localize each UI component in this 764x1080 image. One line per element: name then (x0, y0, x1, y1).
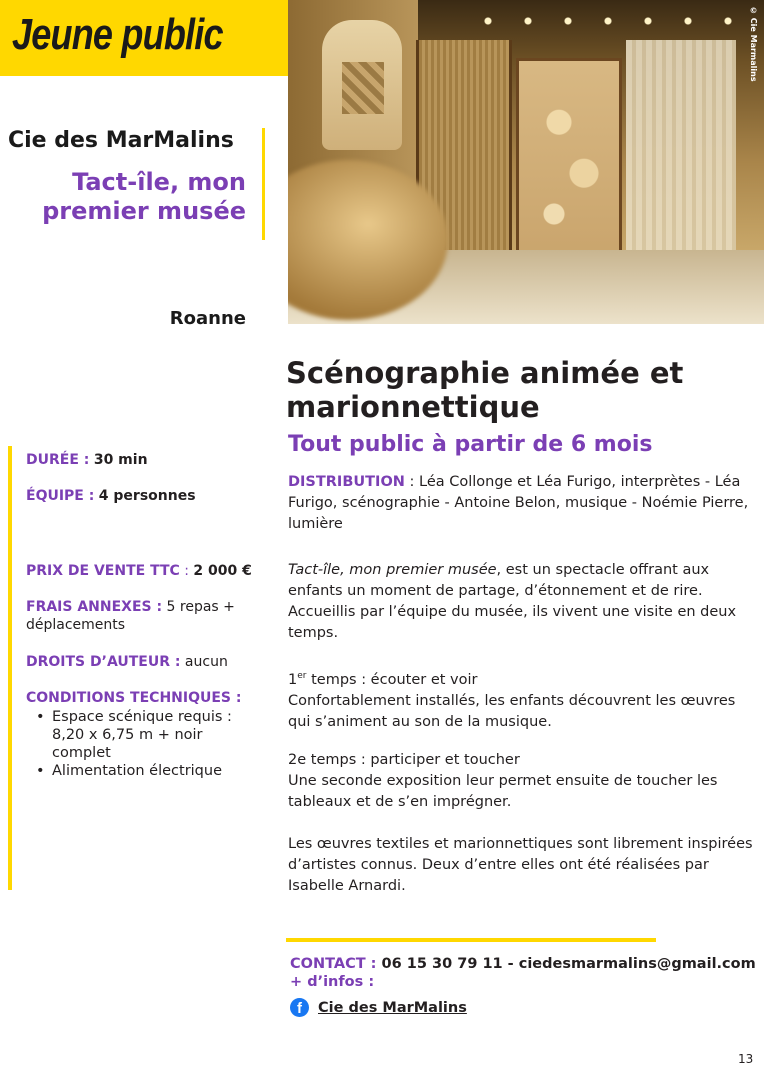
photo-curtain (626, 40, 736, 270)
info-conditions (26, 689, 241, 707)
intro-text: , est un spectacle offrant aux enfants un moment de partage, d’étonnement et de rire. Accueillis par l’équipe du musée, ils vivent une visite en deux temps. (288, 562, 737, 641)
duree-value: 30 min (93, 452, 148, 468)
info-droits (26, 653, 228, 671)
prix-separator: : (179, 563, 189, 579)
distribution-text: : Léa Collonge et Léa Furigo, interprètes - Léa Furigo, scénographie - Antoine Belon, musique - Noémie Pierre, lumière (288, 474, 749, 532)
droits-label: DROITS D’AUTEUR : (26, 654, 181, 670)
show-title-line-2: premier musée (42, 197, 246, 225)
frais-value: 5 repas + déplacements (26, 599, 235, 633)
distribution (288, 472, 756, 535)
show-title-line-1: Tact-île, mon (72, 168, 246, 196)
photo-lights (468, 6, 738, 36)
time-1-number: 1 (288, 671, 298, 688)
equipe-value: 4 personnes (98, 488, 196, 504)
show-photo (288, 0, 764, 324)
facebook-link-row[interactable] (290, 998, 467, 1017)
contact-label: CONTACT : (290, 956, 377, 972)
main-title-line-1: Scénographie animée et (286, 356, 684, 390)
prix-label: PRIX DE VENTE TTC (26, 563, 180, 579)
time-1-text: Confortablement installés, les enfants découvrent les œuvres qui s’animent au son de la musique. (288, 692, 736, 730)
facebook-link[interactable]: Cie des MarMalins (318, 999, 467, 1016)
time-1-sup: er (297, 671, 307, 681)
more-info-label: + d’infos : (290, 974, 375, 990)
info-frais (26, 598, 262, 634)
equipe-label: ÉQUIPE : (26, 488, 95, 504)
banner-label: Jeune public (12, 10, 223, 59)
droits-value: aucun (184, 654, 228, 670)
time-2 (288, 750, 758, 813)
show-title (6, 168, 246, 226)
closing-paragraph: Les œuvres textiles et marionnettiques sont librement inspirées d’artistes connus. Deux d’entre elles ont été réalisées par Isabelle Arnardi. (288, 836, 753, 894)
accent-bar-left (8, 446, 12, 890)
info-duree (26, 451, 148, 469)
info-prix (26, 562, 252, 580)
contact-line (290, 954, 756, 974)
page-number: 13 (738, 1052, 754, 1066)
time-2-text: Une seconde exposition leur permet ensuite de toucher les tableaux et de s’en imprégner. (288, 773, 718, 810)
prix-value: 2 000 € (193, 563, 252, 579)
distribution-label: DISTRIBUTION (288, 474, 405, 490)
main-title-line-2: marionnettique (286, 390, 540, 424)
header-banner (0, 0, 288, 76)
time-1-title: temps : écouter et voir (306, 671, 478, 688)
list-item: • Espace scénique requis : 8,20 x 6,75 m + noir complet (32, 708, 262, 762)
time-2-heading: 2e temps : participer et toucher (288, 752, 520, 768)
accent-bar-contact (286, 938, 656, 942)
photo-puppet-patch (342, 62, 384, 114)
conditions-label: CONDITIONS TECHNIQUES : (26, 690, 242, 706)
photo-panel-flowers (516, 58, 622, 268)
accent-bar-top (262, 128, 265, 240)
city: Roanne (169, 308, 246, 329)
frais-label: FRAIS ANNEXES : (26, 599, 163, 615)
time-1-heading (288, 666, 758, 691)
intro-show-title: Tact-île, mon premier musée (288, 562, 497, 578)
company-name: Cie des MarMalins (8, 128, 234, 153)
contact-value[interactable]: 06 15 30 79 11 - ciedesmarmalins@gmail.com (381, 956, 756, 972)
facebook-icon[interactable]: f (290, 998, 309, 1017)
audience: Tout public à partir de 6 mois (288, 432, 653, 457)
list-item: • Alimentation électrique (32, 762, 262, 780)
intro-paragraph (288, 560, 758, 644)
main-title (286, 356, 683, 424)
conditions-list (32, 708, 262, 780)
photo-credit: © Cie Marmalins (749, 6, 758, 82)
info-equipe (26, 487, 196, 505)
duree-label: DURÉE : (26, 452, 90, 468)
time-1 (288, 666, 758, 733)
